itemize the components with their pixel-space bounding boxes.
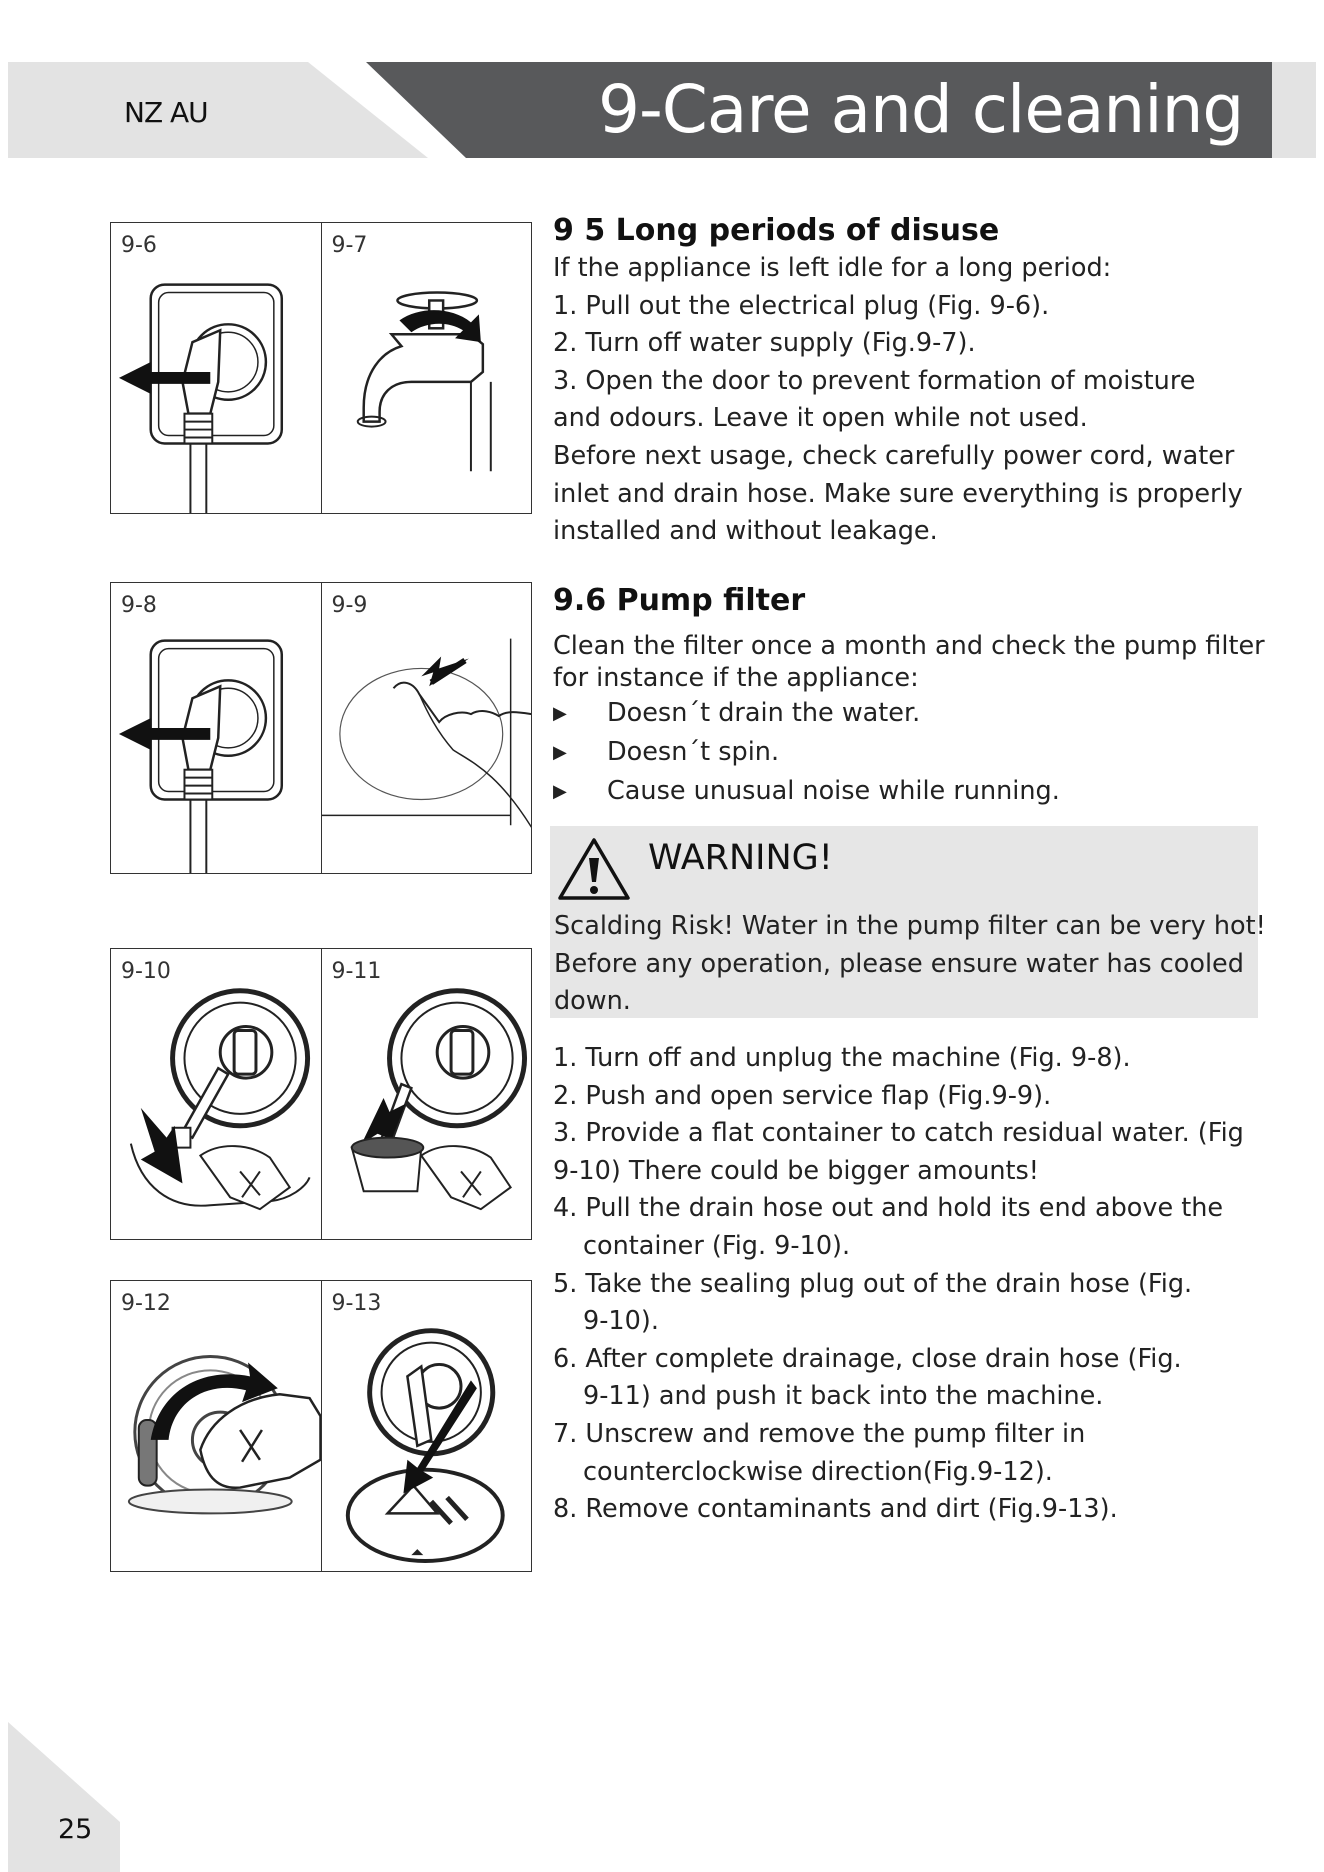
figure-9-7: [321, 223, 532, 513]
figure-label: 9-13: [331, 1291, 382, 1316]
body-line: installed and without leakage.: [553, 516, 938, 547]
step-line: 6. After complete drainage, close drain hose (Fig.: [553, 1343, 1182, 1374]
pump-filter-steps: [553, 1040, 1273, 1529]
warning-line: down.: [554, 986, 631, 1016]
step-line: 9-11) and push it back into the machine.: [583, 1381, 1104, 1412]
drain-hose-illustration: [111, 949, 321, 1239]
page-number: 25: [58, 1814, 93, 1845]
bullet-triangle-icon: ▶: [553, 702, 567, 724]
footer-corner-shape: [8, 1722, 120, 1872]
step-line: container (Fig. 9-10).: [583, 1230, 851, 1261]
figure-label: 9-7: [331, 233, 368, 258]
section-heading: 9.6 Pump filter: [553, 583, 806, 618]
body-line: 1. Pull out the electrical plug (Fig. 9-6).: [553, 290, 1050, 321]
figure-label: 9-6: [121, 233, 157, 258]
body-line: Clean the filter once a month and check the pump filter: [553, 631, 1265, 661]
figure-9-6: [111, 223, 321, 513]
pump-filter-unscrew-illustration: [111, 1281, 321, 1571]
step-line: 7. Unscrew and remove the pump filter in: [553, 1418, 1086, 1449]
bullet-text: Cause unusual noise while running.: [607, 775, 1060, 806]
figure-9-9: [321, 583, 532, 873]
step-line: 2. Push and open service flap (Fig.9-9).: [553, 1080, 1052, 1111]
bullet-item: [553, 694, 1273, 733]
header-right-tab: [1272, 62, 1316, 158]
warning-triangle-icon: [556, 836, 632, 902]
bullet-item: [553, 772, 1273, 811]
figure-9-11: [321, 949, 532, 1239]
body-line: and odours. Leave it open while not used.: [553, 403, 1088, 434]
step-line: 9-10) There could be bigger amounts!: [553, 1155, 1040, 1186]
step-line: 4. Pull the drain hose out and hold its end above the: [553, 1193, 1224, 1224]
figure-row-2: [110, 582, 532, 874]
warning-text: [554, 908, 1266, 1021]
bullet-triangle-icon: ▶: [553, 780, 567, 802]
pump-filter-remove-illustration: [322, 1281, 532, 1571]
region-label: NZ AU: [124, 96, 208, 129]
warning-box: [550, 826, 1266, 1018]
warning-title: WARNING!: [648, 838, 833, 878]
drain-hose-illustration: [322, 949, 532, 1239]
figure-9-12: [111, 1281, 321, 1571]
section-long-disuse: [553, 212, 1273, 551]
figure-label: 9-11: [331, 959, 382, 984]
step-line: 9-10).: [583, 1306, 659, 1337]
bullet-item: [553, 733, 1273, 772]
section-pump-filter: [553, 582, 1273, 811]
warning-line: Before any operation, please ensure water has cooled: [554, 948, 1244, 979]
water-tap-illustration: [322, 223, 532, 513]
plug-socket-illustration: [111, 583, 321, 873]
body-line: 2. Turn off water supply (Fig.9-7).: [553, 328, 976, 359]
figure-9-13: [321, 1281, 532, 1571]
figure-row-4: [110, 1280, 532, 1572]
bullet-triangle-icon: ▶: [553, 741, 567, 763]
step-line: 5. Take the sealing plug out of the drain hose (Fig.: [553, 1268, 1193, 1299]
header-left-tab: [8, 62, 428, 158]
figure-row-3: [110, 948, 532, 1240]
body-line: Before next usage, check carefully power cord, water: [553, 440, 1235, 471]
figure-label: 9-12: [121, 1291, 171, 1316]
body-line: If the appliance is left idle for a long period:: [553, 253, 1112, 283]
bullet-text: Doesn´t spin.: [607, 736, 780, 767]
plug-socket-illustration: [111, 223, 321, 513]
figure-9-10: [111, 949, 321, 1239]
step-line: 1. Turn off and unplug the machine (Fig. 9-8).: [553, 1043, 1131, 1073]
body-line: for instance if the appliance:: [553, 663, 919, 693]
figure-label: 9-9: [331, 593, 368, 618]
bullet-text: Doesn´t drain the water.: [607, 697, 921, 728]
warning-line: Scalding Risk! Water in the pump filter can be very hot!: [554, 911, 1266, 941]
body-line: 3. Open the door to prevent formation of moisture: [553, 365, 1196, 396]
figure-label: 9-8: [121, 593, 157, 618]
service-flap-illustration: [322, 583, 532, 873]
figure-label: 9-10: [121, 959, 171, 984]
figure-9-8: [111, 583, 321, 873]
section-heading: 9 5 Long periods of disuse: [553, 213, 1000, 248]
page-title: 9-Care and cleaning: [598, 71, 1244, 148]
step-line: 3. Provide a flat container to catch residual water. (Fig: [553, 1118, 1244, 1149]
body-line: inlet and drain hose. Make sure everything is properly: [553, 478, 1243, 509]
step-line: counterclockwise direction(Fig.9-12).: [583, 1456, 1053, 1487]
figure-row-1: [110, 222, 532, 514]
step-line: 8. Remove contaminants and dirt (Fig.9-13).: [553, 1494, 1118, 1525]
